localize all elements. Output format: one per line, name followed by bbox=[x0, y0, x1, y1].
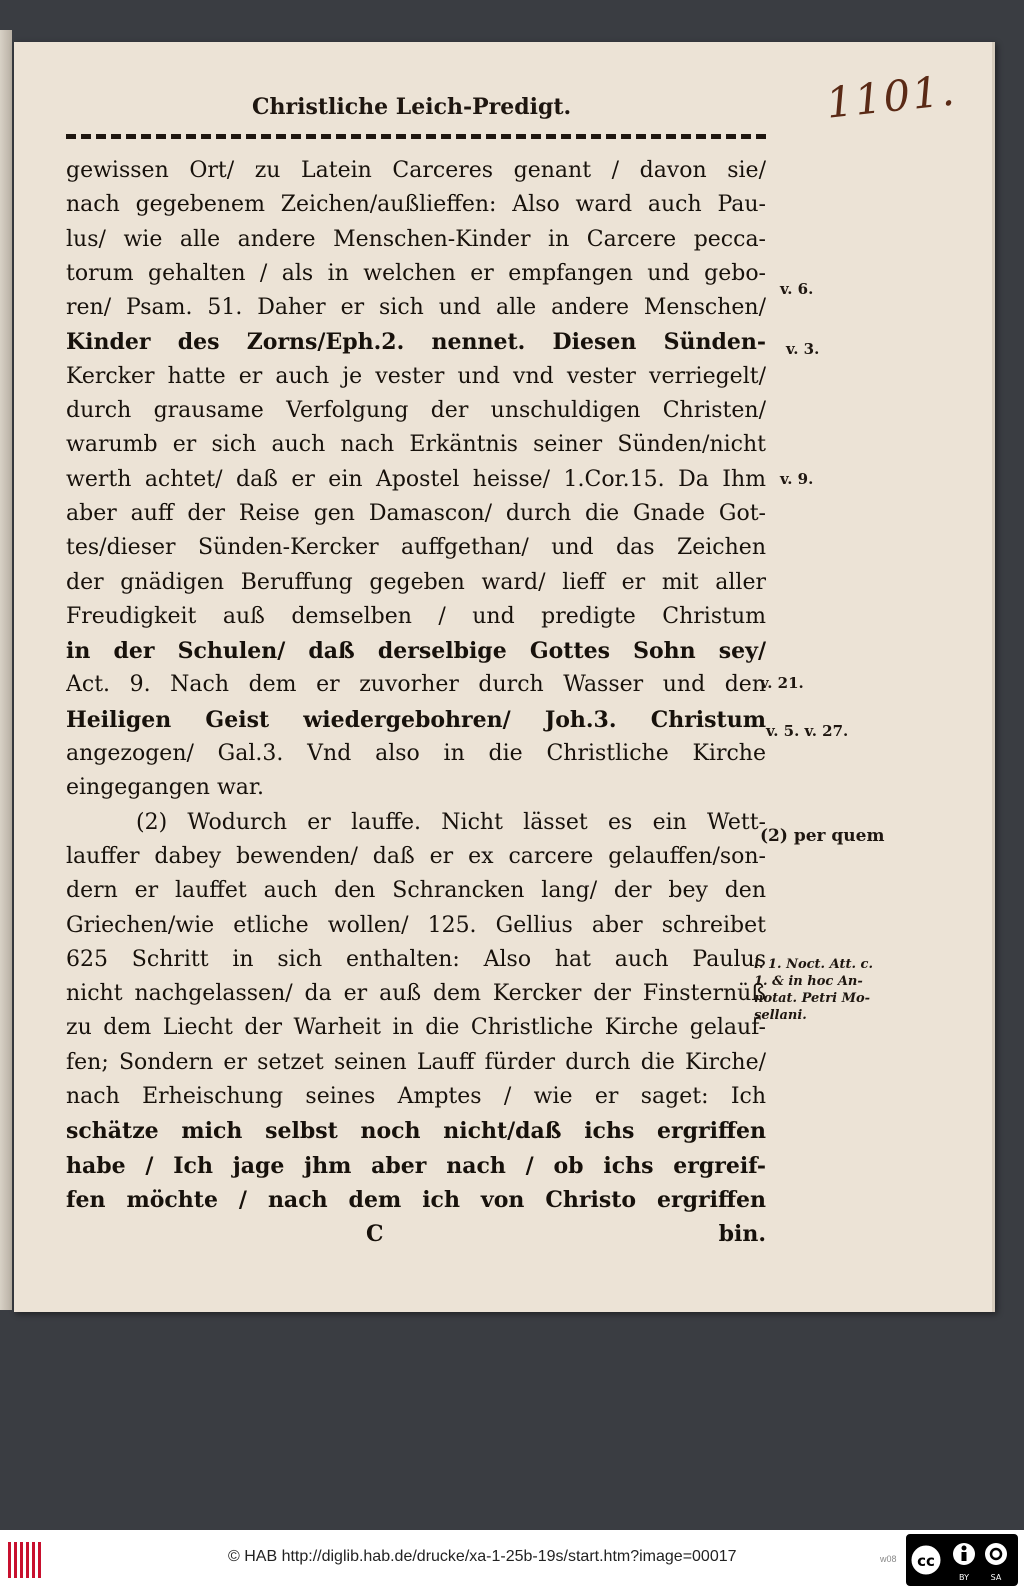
text-line: angezogen/ Gal.3. Vnd also in die Christliche Kirche bbox=[66, 741, 766, 767]
text-line: lus/ wie alle andere Menschen-Kinder in Carcere pecca- bbox=[66, 226, 766, 252]
text-line: aber auff der Reise gen Damascon/ durch die Gnade Got- bbox=[66, 500, 766, 526]
text-line: der gnädigen Beruffung gegeben ward/ lieff er mit aller bbox=[66, 569, 766, 595]
by-label: BY bbox=[959, 1573, 969, 1582]
footer-code: w08 bbox=[880, 1554, 897, 1564]
text-line: nach Erheischung seines Amptes / wie er saget: Ich bbox=[66, 1084, 766, 1110]
hab-logo-icon bbox=[6, 1538, 46, 1582]
text-line: ren/ Psam. 51. Daher er sich und alle andere Menschen/ bbox=[66, 295, 766, 321]
margin-note-per-quem: (2) per quem bbox=[760, 826, 885, 846]
margin-note-gellius bbox=[754, 956, 873, 1024]
running-header: Christliche Leich-Predigt. bbox=[252, 94, 572, 120]
text-line: nach gegebenem Zeichen/außlieffen: Also ward auch Pau- bbox=[66, 192, 766, 218]
text-line: Heiligen Geist wiedergebohren/ Joh.3. Christum bbox=[66, 706, 766, 733]
margin-note-verse: v. 3. bbox=[786, 340, 820, 358]
margin-note-verse: v. 21. bbox=[760, 674, 804, 692]
text-line: (2) Wodurch er lauffe. Nicht lässet es ein Wett- bbox=[136, 809, 766, 835]
viewer-footer bbox=[0, 1530, 1024, 1592]
text-line: eingegangen war. bbox=[66, 775, 264, 801]
catchword: bin. bbox=[718, 1221, 766, 1248]
cc-label: cc bbox=[917, 1552, 935, 1570]
text-line: dern er lauffet auch den Schrancken lang/ der bey den bbox=[66, 878, 766, 904]
text-line: Griechen/wie etliche wollen/ 125. Gellius aber schreibet bbox=[66, 912, 766, 938]
margin-note-line: sellani. bbox=[754, 1008, 807, 1023]
margin-note-line: l. 1. Noct. Att. c. bbox=[754, 957, 873, 972]
margin-note-verse: v. 6. bbox=[780, 280, 814, 298]
margin-note-verse: v. 9. bbox=[780, 470, 814, 488]
copyright-url[interactable]: © HAB http://diglib.hab.de/drucke/xa-1-25b-19s/start.htm?image=00017 bbox=[228, 1548, 737, 1565]
text-line: gewissen Ort/ zu Latein Carceres genant / davon sie/ bbox=[66, 158, 766, 183]
text-line: in der Schulen/ daß derselbige Gottes Sohn sey/ bbox=[66, 638, 766, 665]
body-text bbox=[66, 154, 766, 1252]
text-line: Kinder des Zorns/Eph.2. nennet. Diesen Sünden- bbox=[66, 329, 766, 356]
text-line: habe / Ich jage jhm aber nach / ob ichs ergreif- bbox=[66, 1152, 766, 1179]
text-line: nicht nachgelassen/ da er auß dem Kercker der Finsternüß bbox=[66, 981, 766, 1007]
folio-number: 1101. bbox=[823, 65, 959, 128]
signature-mark: C bbox=[366, 1221, 384, 1248]
text-line: Kercker hatte er auch je vester und vnd vester verriegelt/ bbox=[66, 363, 766, 389]
text-line: lauffer dabey bewenden/ daß er ex carcere gelauffen/son- bbox=[66, 843, 766, 869]
cc-by-sa-icon bbox=[906, 1534, 1018, 1586]
text-line: fen; Sondern er setzet seinen Lauff fürder durch die Kirche/ bbox=[66, 1049, 766, 1075]
text-line: fen möchte / nach dem ich von Christo ergriffen bbox=[66, 1186, 766, 1213]
text-line: 625 Schritt in sich enthalten: Also hat auch Paulus bbox=[66, 946, 766, 972]
margin-note-line: 1. & in hoc An- bbox=[754, 974, 863, 989]
text-line: torum gehalten / als in welchen er empfangen und gebo- bbox=[66, 260, 766, 286]
sa-label: SA bbox=[990, 1573, 1002, 1582]
text-line: tes/dieser Sünden-Kercker auffgethan/ und das Zeichen bbox=[66, 535, 766, 561]
signature-line bbox=[66, 1217, 766, 1251]
text-line: Freudigkeit auß demselben / und predigte Christum bbox=[66, 603, 766, 629]
text-line: schätze mich selbst noch nicht/daß ichs ergriffen bbox=[66, 1118, 766, 1145]
text-line: werth achtet/ daß er ein Apostel heisse/ 1.Cor.15. Da Ihm bbox=[66, 466, 766, 492]
creative-commons-badge[interactable] bbox=[906, 1534, 1018, 1586]
text-line: warumb er sich auch nach Erkäntnis seiner Sünden/nicht bbox=[66, 432, 766, 458]
document-page bbox=[14, 42, 995, 1312]
header-rule bbox=[66, 134, 766, 139]
adjacent-page-edge bbox=[0, 30, 12, 1310]
margin-note-line: notat. Petri Mo- bbox=[754, 991, 871, 1006]
text-line: Act. 9. Nach dem er zuvorher durch Wasser und den bbox=[66, 672, 766, 698]
text-line: durch grausame Verfolgung der unschuldigen Christen/ bbox=[66, 398, 766, 424]
margin-note-verse: v. 5. v. 27. bbox=[766, 722, 849, 740]
text-line: zu dem Liecht der Warheit in die Christliche Kirche gelauf- bbox=[66, 1015, 766, 1041]
